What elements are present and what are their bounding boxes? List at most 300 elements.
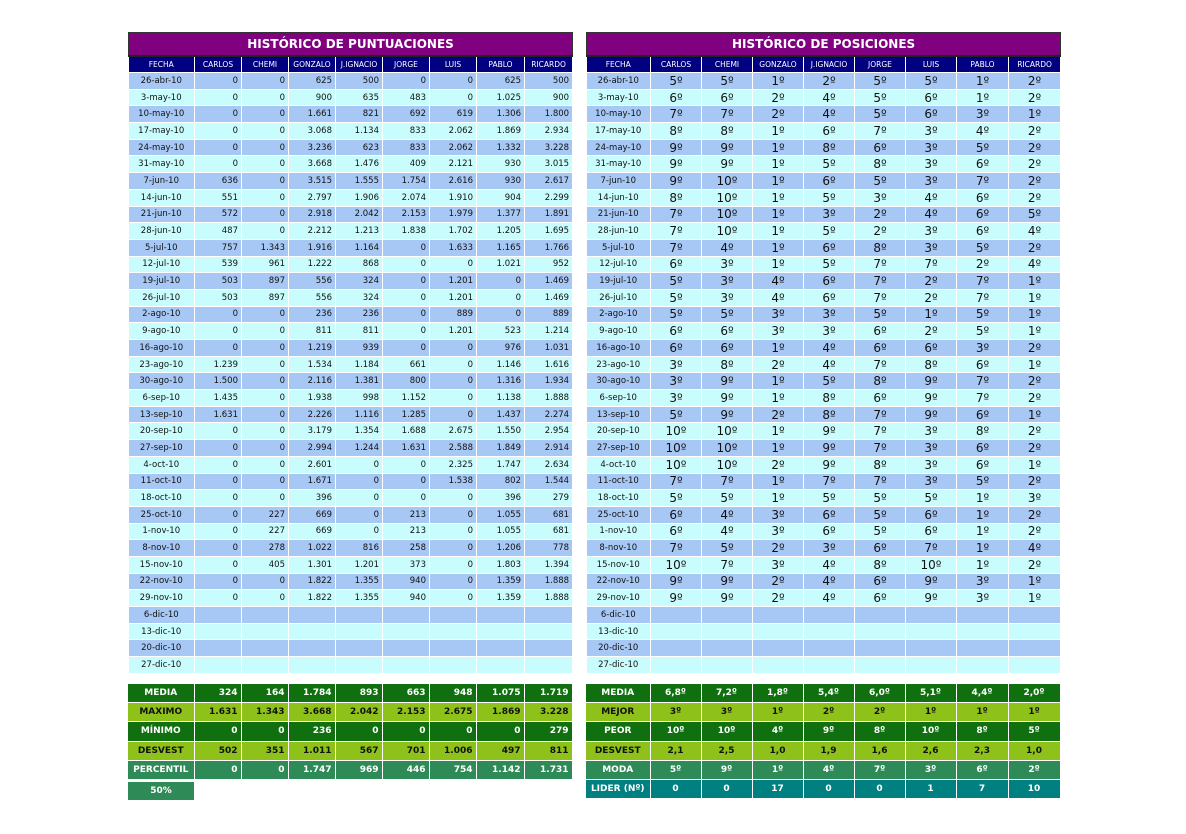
value-cell: 3º: [906, 239, 957, 256]
stats-value: 7º: [854, 760, 905, 779]
value-cell: [383, 607, 430, 624]
stats-value: 0: [241, 722, 288, 741]
value-cell: 7º: [702, 473, 753, 490]
value-cell: 619: [430, 106, 477, 123]
table-row: [587, 256, 1061, 273]
date-cell: 13-dic-10: [587, 623, 651, 640]
value-cell: 3.228: [525, 139, 573, 156]
value-cell: 0: [195, 473, 242, 490]
value-cell: 1º: [1009, 356, 1061, 373]
value-cell: 0: [242, 323, 289, 340]
table-row: [587, 423, 1061, 440]
value-cell: 2º: [1009, 390, 1061, 407]
value-cell: 5º: [855, 106, 906, 123]
value-cell: 3º: [651, 390, 702, 407]
date-cell: 25-oct-10: [587, 506, 651, 523]
stats-value: 2.675: [429, 703, 476, 722]
table-row: [129, 456, 573, 473]
table-row: [587, 506, 1061, 523]
positions-header-row: [587, 56, 1061, 73]
table-row: [587, 590, 1061, 607]
table-row: [587, 323, 1061, 340]
date-cell: 11-oct-10: [129, 473, 195, 490]
stats-value: 2,6: [905, 741, 956, 760]
value-cell: 0: [430, 390, 477, 407]
value-cell: [336, 623, 383, 640]
stats-value: 0: [335, 722, 382, 741]
table-row: [129, 373, 573, 390]
stats-value: 1º: [905, 703, 956, 722]
value-cell: 1.316: [477, 373, 525, 390]
table-row: [587, 139, 1061, 156]
value-cell: 2.226: [289, 406, 336, 423]
column-header: GONZALO: [289, 56, 336, 73]
value-cell: 1º: [753, 340, 804, 357]
value-cell: 2º: [1009, 173, 1061, 190]
value-cell: 5º: [804, 223, 855, 240]
value-cell: 5º: [651, 306, 702, 323]
value-cell: 2.934: [525, 123, 573, 140]
table-row: [129, 206, 573, 223]
value-cell: 8º: [804, 406, 855, 423]
value-cell: 1.538: [430, 473, 477, 490]
table-row: [587, 206, 1061, 223]
value-cell: 0: [242, 340, 289, 357]
value-cell: 1º: [957, 523, 1009, 540]
value-cell: 503: [195, 289, 242, 306]
stats-value: 754: [429, 760, 476, 779]
value-cell: 2º: [1009, 506, 1061, 523]
value-cell: 227: [242, 506, 289, 523]
value-cell: 10º: [702, 206, 753, 223]
value-cell: 1.822: [289, 573, 336, 590]
value-cell: 5º: [804, 490, 855, 507]
table-row: [587, 373, 1061, 390]
value-cell: 3º: [702, 273, 753, 290]
value-cell: 1.206: [477, 540, 525, 557]
value-cell: [525, 623, 573, 640]
stats-row: [586, 722, 1060, 741]
value-cell: 9º: [804, 456, 855, 473]
value-cell: 0: [242, 223, 289, 240]
value-cell: 2.634: [525, 456, 573, 473]
value-cell: 5º: [855, 73, 906, 90]
column-header: JORGE: [855, 56, 906, 73]
value-cell: 4º: [804, 356, 855, 373]
value-cell: 1.201: [430, 289, 477, 306]
table-row: [129, 623, 573, 640]
value-cell: 4º: [957, 123, 1009, 140]
value-cell: 3º: [804, 323, 855, 340]
value-cell: 6º: [702, 340, 753, 357]
value-cell: 2º: [1009, 523, 1061, 540]
value-cell: 5º: [855, 306, 906, 323]
value-cell: 2.617: [525, 173, 573, 190]
value-cell: [804, 623, 855, 640]
value-cell: 3º: [753, 506, 804, 523]
value-cell: 1.138: [477, 390, 525, 407]
value-cell: 7º: [957, 273, 1009, 290]
value-cell: [525, 607, 573, 624]
date-cell: 4-oct-10: [587, 456, 651, 473]
value-cell: 1º: [906, 306, 957, 323]
value-cell: 3º: [651, 373, 702, 390]
value-cell: 3º: [855, 189, 906, 206]
date-cell: 12-jul-10: [129, 256, 195, 273]
value-cell: 930: [477, 173, 525, 190]
value-cell: [906, 657, 957, 674]
stats-value: 663: [382, 684, 429, 703]
value-cell: 500: [336, 73, 383, 90]
value-cell: [651, 640, 702, 657]
value-cell: 1º: [753, 239, 804, 256]
date-cell: 22-nov-10: [587, 573, 651, 590]
date-cell: 29-nov-10: [129, 590, 195, 607]
value-cell: 0: [195, 156, 242, 173]
value-cell: 0: [195, 556, 242, 573]
value-cell: 9º: [906, 573, 957, 590]
stats-value: 2º: [1008, 760, 1060, 779]
date-cell: 23-ago-10: [587, 356, 651, 373]
value-cell: [430, 607, 477, 624]
value-cell: 487: [195, 223, 242, 240]
stats-row: [128, 703, 572, 722]
value-cell: 5º: [957, 473, 1009, 490]
value-cell: [383, 640, 430, 657]
value-cell: 5º: [651, 406, 702, 423]
value-cell: [651, 623, 702, 640]
value-cell: 0: [242, 106, 289, 123]
value-cell: 0: [195, 573, 242, 590]
value-cell: 10º: [702, 440, 753, 457]
value-cell: 7º: [957, 390, 1009, 407]
value-cell: 0: [195, 506, 242, 523]
value-cell: 1.910: [430, 189, 477, 206]
date-cell: 10-may-10: [129, 106, 195, 123]
value-cell: 1.631: [195, 406, 242, 423]
value-cell: 681: [525, 506, 573, 523]
value-cell: 2º: [1009, 340, 1061, 357]
value-cell: 1.222: [289, 256, 336, 273]
value-cell: 0: [242, 490, 289, 507]
value-cell: 9º: [906, 406, 957, 423]
value-cell: 2.954: [525, 423, 573, 440]
value-cell: 1.800: [525, 106, 573, 123]
value-cell: 1º: [1009, 289, 1061, 306]
value-cell: 1º: [957, 490, 1009, 507]
stats-value: 1º: [752, 760, 803, 779]
table-row: [129, 273, 573, 290]
stats-value: 1,6: [854, 741, 905, 760]
stats-value: 8º: [956, 722, 1008, 741]
table-row: [587, 340, 1061, 357]
value-cell: 1.134: [336, 123, 383, 140]
value-cell: 6º: [804, 289, 855, 306]
column-header: FECHA: [129, 56, 195, 73]
value-cell: 2.325: [430, 456, 477, 473]
value-cell: 396: [477, 490, 525, 507]
value-cell: 0: [195, 340, 242, 357]
value-cell: 1.165: [477, 239, 525, 256]
value-cell: 3.515: [289, 173, 336, 190]
value-cell: 1º: [753, 156, 804, 173]
value-cell: 324: [336, 289, 383, 306]
value-cell: 8º: [957, 423, 1009, 440]
value-cell: 3º: [804, 306, 855, 323]
value-cell: [1009, 623, 1061, 640]
value-cell: 2.212: [289, 223, 336, 240]
stats-value: 1.343: [241, 703, 288, 722]
value-cell: [336, 657, 383, 674]
stats-value: 351: [241, 741, 288, 760]
table-row: [587, 523, 1061, 540]
value-cell: 1.633: [430, 239, 477, 256]
value-cell: 1.631: [383, 440, 430, 457]
table-row: [587, 607, 1061, 624]
value-cell: 0: [242, 139, 289, 156]
value-cell: 2.042: [336, 206, 383, 223]
value-cell: 0: [242, 89, 289, 106]
table-row: [129, 106, 573, 123]
value-cell: 8º: [651, 189, 702, 206]
value-cell: 1.838: [383, 223, 430, 240]
value-cell: 3º: [906, 123, 957, 140]
date-cell: 20-sep-10: [129, 423, 195, 440]
date-cell: 26-jul-10: [587, 289, 651, 306]
table-row: [129, 173, 573, 190]
value-cell: 0: [336, 523, 383, 540]
value-cell: 5º: [702, 306, 753, 323]
table-row: [587, 89, 1061, 106]
value-cell: 7º: [855, 406, 906, 423]
value-cell: 10º: [702, 223, 753, 240]
column-header: CARLOS: [195, 56, 242, 73]
date-cell: 28-jun-10: [129, 223, 195, 240]
value-cell: 0: [430, 590, 477, 607]
value-cell: 2º: [906, 323, 957, 340]
value-cell: 1.754: [383, 173, 430, 190]
value-cell: 0: [242, 440, 289, 457]
value-cell: 6º: [855, 573, 906, 590]
value-cell: 661: [383, 356, 430, 373]
table-row: [587, 106, 1061, 123]
date-cell: 14-jun-10: [129, 189, 195, 206]
value-cell: 7º: [855, 289, 906, 306]
value-cell: 3º: [753, 323, 804, 340]
date-cell: 27-sep-10: [129, 440, 195, 457]
stats-value: 2,5: [701, 741, 752, 760]
value-cell: 8º: [855, 156, 906, 173]
value-cell: [651, 607, 702, 624]
stats-value: 1º: [752, 703, 803, 722]
value-cell: 1.306: [477, 106, 525, 123]
value-cell: 6º: [957, 156, 1009, 173]
stats-value: 1.784: [288, 684, 335, 703]
value-cell: 556: [289, 289, 336, 306]
value-cell: [855, 623, 906, 640]
value-cell: 6º: [804, 173, 855, 190]
value-cell: 1.766: [525, 239, 573, 256]
value-cell: 409: [383, 156, 430, 173]
table-row: [587, 306, 1061, 323]
value-cell: 5º: [957, 306, 1009, 323]
value-cell: 1.343: [242, 239, 289, 256]
stats-label: PEOR: [586, 722, 650, 741]
value-cell: 2º: [1009, 423, 1061, 440]
stats-value: 1.747: [288, 760, 335, 779]
stats-row: [586, 760, 1060, 779]
column-header: FECHA: [587, 56, 651, 73]
value-cell: 1.803: [477, 556, 525, 573]
value-cell: 9º: [702, 373, 753, 390]
value-cell: 5º: [855, 523, 906, 540]
value-cell: 10º: [702, 423, 753, 440]
value-cell: 802: [477, 473, 525, 490]
date-cell: 4-oct-10: [129, 456, 195, 473]
date-cell: 29-nov-10: [587, 590, 651, 607]
stats-value: 1º: [956, 703, 1008, 722]
value-cell: 9º: [804, 423, 855, 440]
value-cell: 10º: [702, 189, 753, 206]
value-cell: 816: [336, 540, 383, 557]
value-cell: 2º: [753, 106, 804, 123]
value-cell: 0: [195, 523, 242, 540]
value-cell: 4º: [804, 340, 855, 357]
value-cell: 0: [242, 373, 289, 390]
value-cell: [753, 640, 804, 657]
positions-table: [586, 32, 1061, 674]
table-row: [587, 390, 1061, 407]
value-cell: 0: [195, 456, 242, 473]
column-header: J.IGNACIO: [336, 56, 383, 73]
value-cell: 523: [477, 323, 525, 340]
value-cell: 0: [383, 473, 430, 490]
value-cell: [525, 640, 573, 657]
value-cell: 3º: [906, 223, 957, 240]
value-cell: 2º: [855, 206, 906, 223]
value-cell: 1.500: [195, 373, 242, 390]
date-cell: 18-oct-10: [587, 490, 651, 507]
value-cell: 10º: [702, 173, 753, 190]
value-cell: 2.121: [430, 156, 477, 173]
value-cell: [242, 607, 289, 624]
value-cell: 405: [242, 556, 289, 573]
date-cell: 7-jun-10: [129, 173, 195, 190]
date-cell: 13-sep-10: [129, 406, 195, 423]
value-cell: 5º: [1009, 206, 1061, 223]
value-cell: 7º: [957, 289, 1009, 306]
value-cell: 3º: [1009, 490, 1061, 507]
value-cell: 1.355: [336, 590, 383, 607]
value-cell: 3º: [906, 440, 957, 457]
value-cell: 2º: [753, 590, 804, 607]
value-cell: 0: [336, 473, 383, 490]
value-cell: 6º: [855, 540, 906, 557]
stats-value: 893: [335, 684, 382, 703]
value-cell: 4º: [1009, 256, 1061, 273]
stats-value: 2.042: [335, 703, 382, 722]
table-row: [587, 173, 1061, 190]
value-cell: 3º: [906, 139, 957, 156]
date-cell: 18-oct-10: [129, 490, 195, 507]
value-cell: 4º: [906, 189, 957, 206]
value-cell: 4º: [1009, 540, 1061, 557]
value-cell: [753, 623, 804, 640]
value-cell: 2.994: [289, 440, 336, 457]
value-cell: 0: [242, 123, 289, 140]
value-cell: [702, 623, 753, 640]
stats-value: 1.631: [194, 703, 241, 722]
value-cell: 258: [383, 540, 430, 557]
date-cell: 3-may-10: [129, 89, 195, 106]
value-cell: [855, 657, 906, 674]
stats-row: [586, 741, 1060, 760]
value-cell: 3º: [957, 573, 1009, 590]
value-cell: 3º: [702, 256, 753, 273]
value-cell: [336, 607, 383, 624]
stats-value: 8º: [854, 722, 905, 741]
value-cell: 0: [430, 373, 477, 390]
value-cell: 1.934: [525, 373, 573, 390]
table-row: [587, 573, 1061, 590]
value-cell: 1.201: [336, 556, 383, 573]
stats-row: [128, 684, 572, 703]
stats-value: 4,4º: [956, 684, 1008, 703]
table-row: [129, 523, 573, 540]
stats-label: MODA: [586, 760, 650, 779]
date-cell: 24-may-10: [587, 139, 651, 156]
stats-value: 5,1º: [905, 684, 956, 703]
value-cell: 10º: [651, 440, 702, 457]
value-cell: 3º: [753, 523, 804, 540]
table-row: [587, 239, 1061, 256]
value-cell: 6º: [957, 356, 1009, 373]
value-cell: 821: [336, 106, 383, 123]
value-cell: 2.062: [430, 123, 477, 140]
table-row: [129, 289, 573, 306]
value-cell: 5º: [804, 156, 855, 173]
table-row: [587, 640, 1061, 657]
value-cell: 551: [195, 189, 242, 206]
value-cell: 539: [195, 256, 242, 273]
value-cell: 7º: [855, 473, 906, 490]
column-header: GONZALO: [753, 56, 804, 73]
table-row: [587, 657, 1061, 674]
value-cell: 2º: [855, 223, 906, 240]
value-cell: 1.025: [477, 89, 525, 106]
value-cell: 0: [242, 590, 289, 607]
value-cell: 7º: [855, 256, 906, 273]
value-cell: 1.747: [477, 456, 525, 473]
value-cell: 9º: [906, 373, 957, 390]
stats-value: 0: [194, 760, 241, 779]
value-cell: 1.916: [289, 239, 336, 256]
stats-value: 236: [288, 722, 335, 741]
value-cell: 1º: [1009, 106, 1061, 123]
value-cell: 7º: [957, 373, 1009, 390]
value-cell: 0: [383, 456, 430, 473]
value-cell: 5º: [906, 73, 957, 90]
value-cell: 2º: [1009, 189, 1061, 206]
value-cell: 669: [289, 506, 336, 523]
stats-value: 1,9: [803, 741, 854, 760]
stats-value: 2.153: [382, 703, 429, 722]
stats-label: MÍNIMO: [128, 722, 194, 741]
value-cell: 0: [195, 89, 242, 106]
value-cell: [1009, 607, 1061, 624]
value-cell: [477, 623, 525, 640]
value-cell: 0: [383, 323, 430, 340]
